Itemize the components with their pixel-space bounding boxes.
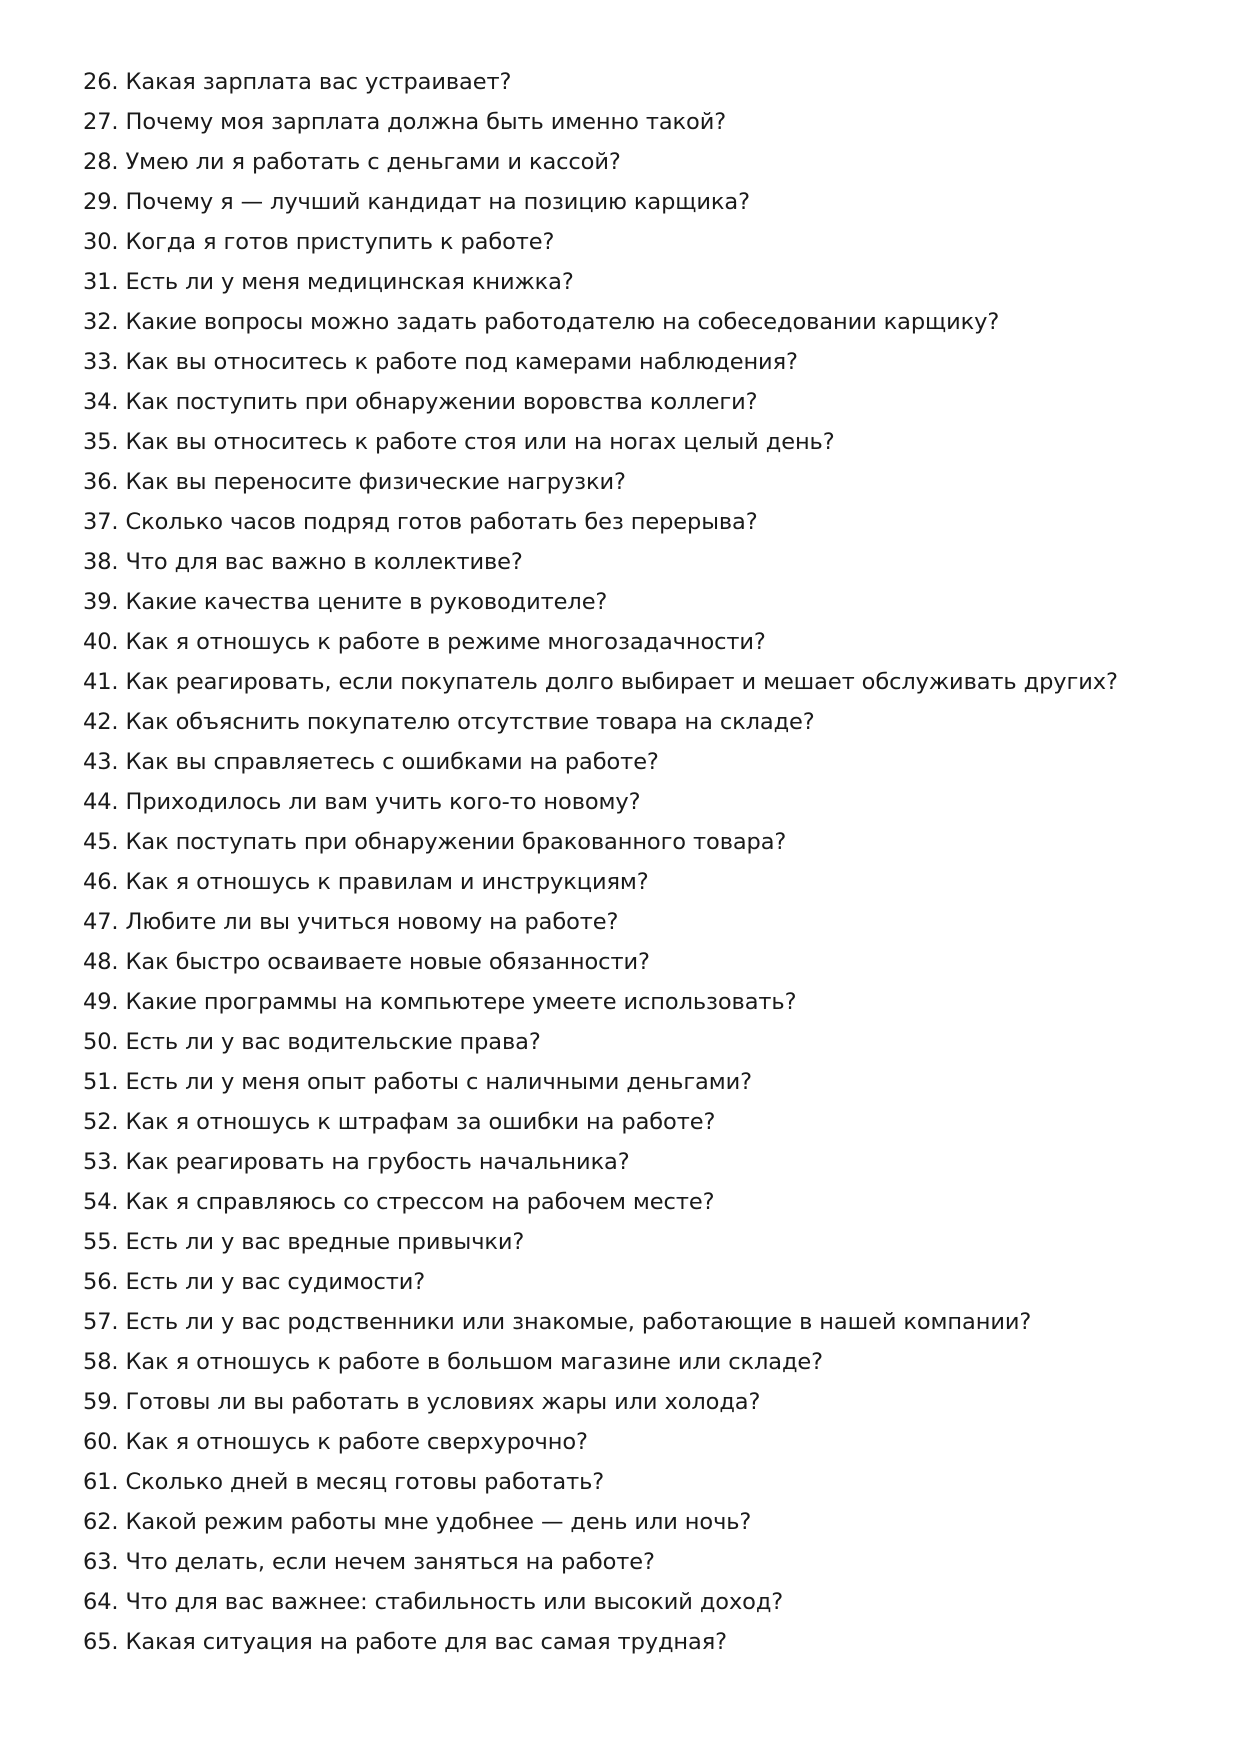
question-item: 35. Как вы относитесь к работе стоя или на ногах целый день? <box>83 429 835 455</box>
question-item: 59. Готовы ли вы работать в условиях жары или холода? <box>83 1389 761 1415</box>
question-item: 49. Какие программы на компьютере умеете использовать? <box>83 989 797 1015</box>
question-item: 46. Как я отношусь к правилам и инструкциям? <box>83 869 649 895</box>
question-item: 51. Есть ли у меня опыт работы с наличными деньгами? <box>83 1069 752 1095</box>
question-item: 52. Как я отношусь к штрафам за ошибки на работе? <box>83 1109 716 1135</box>
question-item: 41. Как реагировать, если покупатель долго выбирает и мешает обслуживать других? <box>83 669 1118 695</box>
question-item: 39. Какие качества цените в руководителе? <box>83 589 608 615</box>
question-item: 27. Почему моя зарплата должна быть именно такой? <box>83 109 727 135</box>
question-item: 38. Что для вас важно в коллективе? <box>83 549 523 575</box>
question-item: 63. Что делать, если нечем заняться на работе? <box>83 1549 655 1575</box>
question-item: 43. Как вы справляетесь с ошибками на работе? <box>83 749 659 775</box>
question-item: 47. Любите ли вы учиться новому на работе? <box>83 909 619 935</box>
question-item: 32. Какие вопросы можно задать работодателю на собеседовании карщику? <box>83 309 1000 335</box>
question-item: 56. Есть ли у вас судимости? <box>83 1269 426 1295</box>
question-item: 53. Как реагировать на грубость начальника? <box>83 1149 630 1175</box>
question-item: 62. Какой режим работы мне удобнее — день или ночь? <box>83 1509 752 1535</box>
question-item: 64. Что для вас важнее: стабильность или высокий доход? <box>83 1589 784 1615</box>
question-item: 57. Есть ли у вас родственники или знакомые, работающие в нашей компании? <box>83 1309 1032 1335</box>
question-item: 45. Как поступать при обнаружении бракованного товара? <box>83 829 787 855</box>
question-item: 30. Когда я готов приступить к работе? <box>83 229 555 255</box>
question-item: 65. Какая ситуация на работе для вас самая трудная? <box>83 1629 727 1655</box>
question-item: 31. Есть ли у меня медицинская книжка? <box>83 269 574 295</box>
question-item: 61. Сколько дней в месяц готовы работать? <box>83 1469 605 1495</box>
question-item: 26. Какая зарплата вас устраивает? <box>83 69 512 95</box>
question-item: 50. Есть ли у вас водительские права? <box>83 1029 541 1055</box>
question-item: 48. Как быстро осваиваете новые обязанности? <box>83 949 650 975</box>
question-item: 29. Почему я — лучший кандидат на позицию карщика? <box>83 189 750 215</box>
question-item: 37. Сколько часов подряд готов работать без перерыва? <box>83 509 758 535</box>
question-item: 34. Как поступить при обнаружении воровства коллеги? <box>83 389 758 415</box>
question-item: 55. Есть ли у вас вредные привычки? <box>83 1229 525 1255</box>
question-item: 36. Как вы переносите физические нагрузки? <box>83 469 626 495</box>
question-item: 42. Как объяснить покупателю отсутствие товара на складе? <box>83 709 815 735</box>
question-item: 60. Как я отношусь к работе сверхурочно? <box>83 1429 588 1455</box>
question-item: 33. Как вы относитесь к работе под камерами наблюдения? <box>83 349 798 375</box>
question-item: 58. Как я отношусь к работе в большом магазине или складе? <box>83 1349 824 1375</box>
question-item: 40. Как я отношусь к работе в режиме многозадачности? <box>83 629 766 655</box>
question-list <box>83 62 1183 1662</box>
question-item: 54. Как я справляюсь со стрессом на рабочем месте? <box>83 1189 715 1215</box>
question-item: 44. Приходилось ли вам учить кого-то новому? <box>83 789 641 815</box>
question-item: 28. Умею ли я работать с деньгами и кассой? <box>83 149 621 175</box>
